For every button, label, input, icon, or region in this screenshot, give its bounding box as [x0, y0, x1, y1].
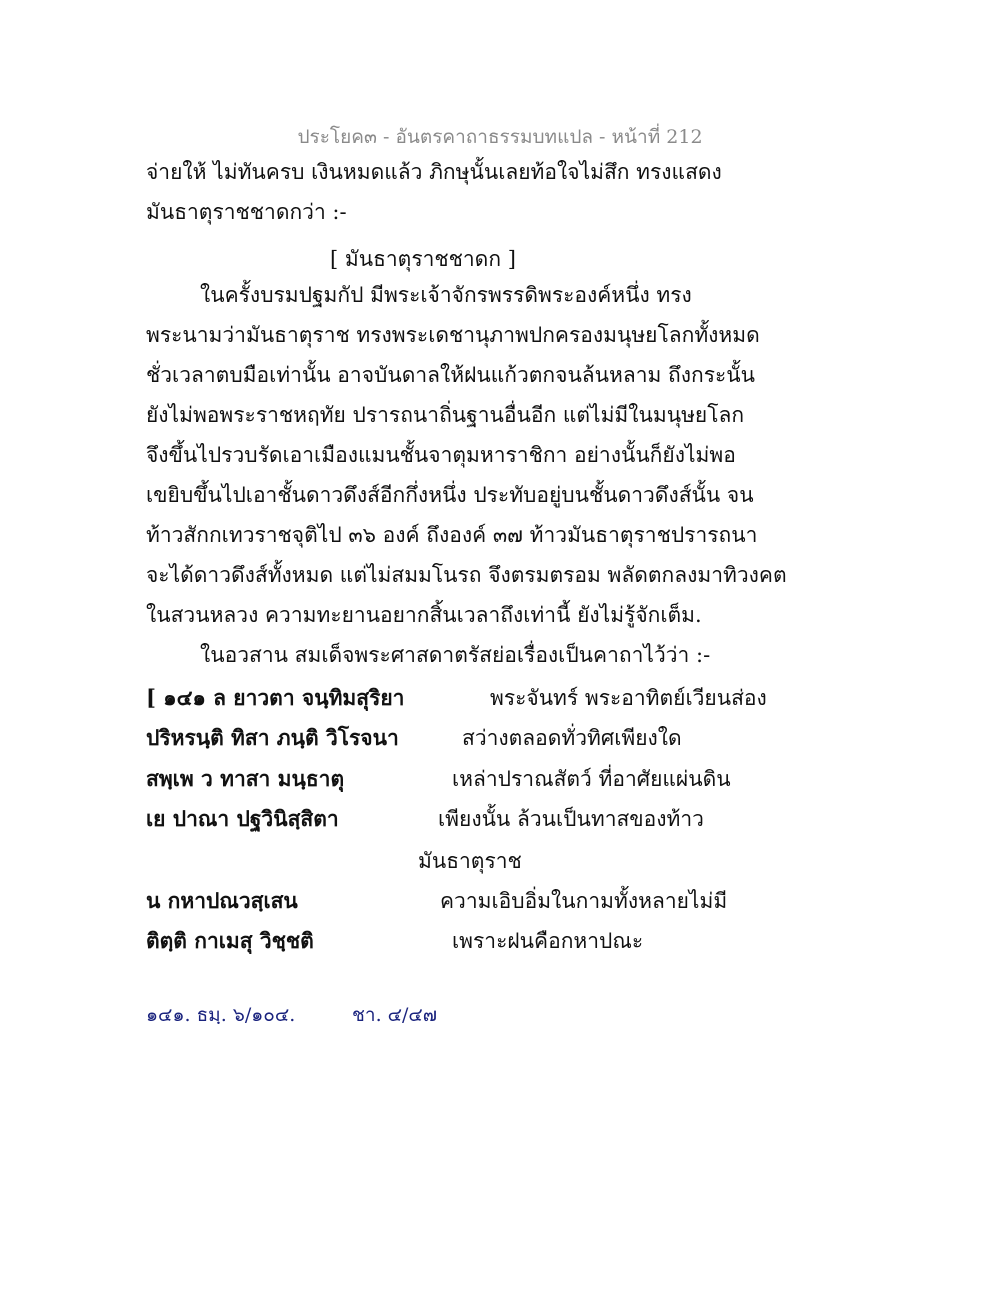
footnote-reference: ๑๔๑. ธมฺ. ๖/๑๐๔.	[146, 1004, 296, 1026]
story-line: เขยิบขึ้นไปเอาชั้นดาวดึงส์อีกกึ่งหนึ่ง ประทับอยู่บนชั้นดาวดึงส์นั้น จน	[146, 483, 754, 507]
paragraph-line: มันธาตุราชชาดกว่า :-	[146, 200, 347, 224]
verse-thai-continuation: มันธาตุราช	[418, 849, 522, 873]
verse-thai: พระจันทร์ พระอาทิตย์เวียนส่อง	[490, 686, 767, 710]
page-header: ประโยค๓ - อันตรคาถาธรรมบทแปล - หน้าที่ 212	[297, 126, 703, 148]
footnote-reference: ชา. ๔/๔๗	[352, 1004, 438, 1026]
story-line: ชั่วเวลาตบมือเท่านั้น อาจบันดาลให้ฝนแก้วตกจนล้นหลาม ถึงกระนั้น	[146, 363, 755, 387]
story-line: ยังไม่พอพระราชหฤทัย ปรารถนาถิ่นฐานอื่นอีก แต่ไม่มีในมนุษยโลก	[146, 403, 745, 427]
verse-pali: ติตฺติ กาเมสุ วิชฺชติ	[146, 928, 314, 953]
verse-pali: สพฺเพ ว ทาสา มนฺธาตุ	[146, 766, 345, 791]
closing-line: ในอวสาน สมเด็จพระศาสดาตรัสย่อเรื่องเป็นคาถาไว้ว่า :-	[200, 643, 711, 667]
verse-thai: ความเอิบอิ่มในกามทั้งหลายไม่มี	[440, 889, 728, 913]
story-line: พระนามว่ามันธาตุราช ทรงพระเดชานุภาพปกครองมนุษยโลกทั้งหมด	[146, 323, 760, 347]
story-line: จึงขึ้นไปรวบรัดเอาเมืองแมนชั้นจาตุมหาราชิกา อย่างนั้นก็ยังไม่พอ	[146, 443, 736, 467]
verse-pali: น กหาปณวสฺเสน	[146, 888, 298, 913]
verse-thai: เพียงนั้น ล้วนเป็นทาสของท้าว	[438, 807, 704, 831]
verse-pali: [ ๑๔๑ ล ยาวตา จนฺทิมสุริยา	[146, 685, 405, 710]
story-line: จะได้ดาวดึงส์ทั้งหมด แต่ไม่สมมโนรถ จึงตรมตรอม พลัดตกลงมาทิวงคต	[146, 563, 787, 587]
story-line: ท้าวสักกเทวราชจุติไป ๓๖ องค์ ถึงองค์ ๓๗ ท้าวมันธาตุราชปรารถนา	[146, 523, 758, 547]
story-line: ในครั้งบรมปฐมกัป มีพระเจ้าจักรพรรดิพระองค์หนึ่ง ทรง	[200, 283, 692, 307]
verse-thai: เหล่าปราณสัตว์ ที่อาศัยแผ่นดิน	[452, 767, 731, 791]
verse-pali: ปริหรนฺติ ทิสา ภนฺติ วิโรจนา	[146, 725, 399, 750]
verse-pali: เย ปาณา ปฐวินิสฺสิตา	[146, 806, 339, 831]
verse-thai: เพราะฝนคือกหาปณะ	[452, 929, 644, 953]
verse-thai: สว่างตลอดทั่วทิศเพียงใด	[462, 726, 682, 750]
section-title: [ มันธาตุราชชาดก ]	[330, 247, 516, 271]
story-line: ในสวนหลวง ความทะยานอยากสิ้นเวลาถึงเท่านี้ ยังไม่รู้จักเต็ม.	[146, 603, 702, 627]
paragraph-line: จ่ายให้ ไม่ทันครบ เงินหมดแล้ว ภิกษุนั้นเลยท้อใจไม่สึก ทรงแสดง	[146, 160, 722, 184]
